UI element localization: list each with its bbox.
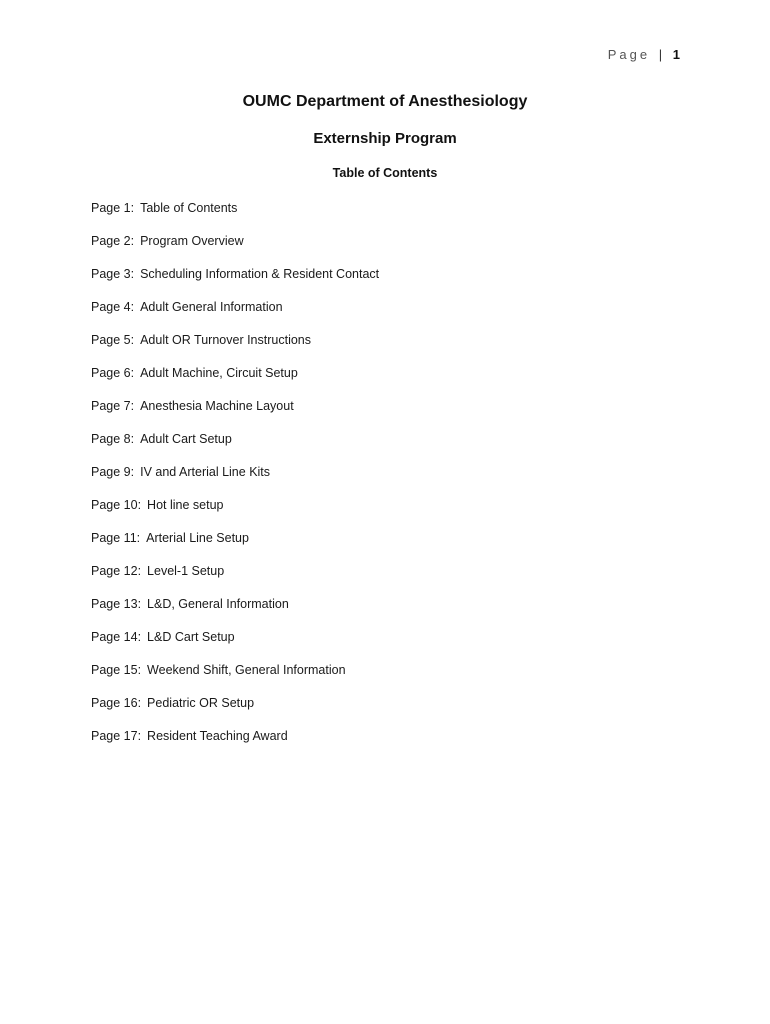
toc-page-ref: Page 15: <box>91 663 142 677</box>
toc-item <box>91 364 379 397</box>
document-title: OUMC Department of Anesthesiology <box>242 93 528 110</box>
toc-entry: Scheduling Information & Resident Contact <box>140 267 380 281</box>
document-subtitle: Externship Program <box>313 130 457 147</box>
toc-item <box>91 661 379 694</box>
toc-page-ref: Page 5: <box>91 333 135 347</box>
toc-page-ref: Page 9: <box>91 465 135 479</box>
toc-page-ref: Page 7: <box>91 399 135 413</box>
toc-entry: Program Overview <box>140 234 244 248</box>
toc-item <box>91 628 379 661</box>
toc-entry: Arterial Line Setup <box>146 531 249 545</box>
toc-page-ref: Page 13: <box>91 597 142 611</box>
toc-entry: Hot line setup <box>147 498 224 512</box>
toc-item <box>91 529 379 562</box>
toc-page-ref: Page 16: <box>91 696 142 710</box>
toc-list <box>91 199 379 760</box>
toc-item <box>91 727 379 760</box>
toc-page-ref: Page 4: <box>91 300 135 314</box>
toc-entry: Adult General Information <box>140 300 283 314</box>
toc-entry: Resident Teaching Award <box>147 729 288 743</box>
toc-item <box>91 694 379 727</box>
toc-item <box>91 265 379 298</box>
toc-entry: Table of Contents <box>140 201 238 215</box>
toc-page-ref: Page 6: <box>91 366 135 380</box>
toc-page-ref: Page 8: <box>91 432 135 446</box>
toc-item <box>91 298 379 331</box>
toc-item <box>91 595 379 628</box>
toc-page-ref: Page 14: <box>91 630 142 644</box>
toc-item <box>91 232 379 265</box>
toc-page-ref: Page 1: <box>91 201 135 215</box>
toc-page-ref: Page 10: <box>91 498 142 512</box>
toc-entry: Adult Machine, Circuit Setup <box>140 366 298 380</box>
toc-heading: Table of Contents <box>332 166 438 180</box>
page-separator: | <box>658 47 663 62</box>
toc-entry: Anesthesia Machine Layout <box>140 399 294 413</box>
toc-item <box>91 397 379 430</box>
toc-entry: Level-1 Setup <box>147 564 225 578</box>
toc-entry: Pediatric OR Setup <box>147 696 255 710</box>
toc-entry: IV and Arterial Line Kits <box>140 465 271 479</box>
toc-entry: L&D, General Information <box>147 597 289 611</box>
toc-item <box>91 463 379 496</box>
page-label: Page <box>607 47 651 62</box>
toc-entry: Weekend Shift, General Information <box>147 663 346 677</box>
toc-page-ref: Page 12: <box>91 564 142 578</box>
toc-entry: Adult OR Turnover Instructions <box>140 333 311 347</box>
page-number: 1 <box>672 47 680 62</box>
toc-page-ref: Page 11: <box>91 531 141 545</box>
toc-page-ref: Page 2: <box>91 234 135 248</box>
toc-item <box>91 562 379 595</box>
toc-page-ref: Page 3: <box>91 267 135 281</box>
toc-entry: L&D Cart Setup <box>147 630 235 644</box>
toc-item <box>91 496 379 529</box>
toc-page-ref: Page 17: <box>91 729 142 743</box>
toc-item <box>91 430 379 463</box>
toc-item <box>91 331 379 364</box>
page-header <box>608 47 680 62</box>
toc-entry: Adult Cart Setup <box>140 432 232 446</box>
toc-item <box>91 199 379 232</box>
